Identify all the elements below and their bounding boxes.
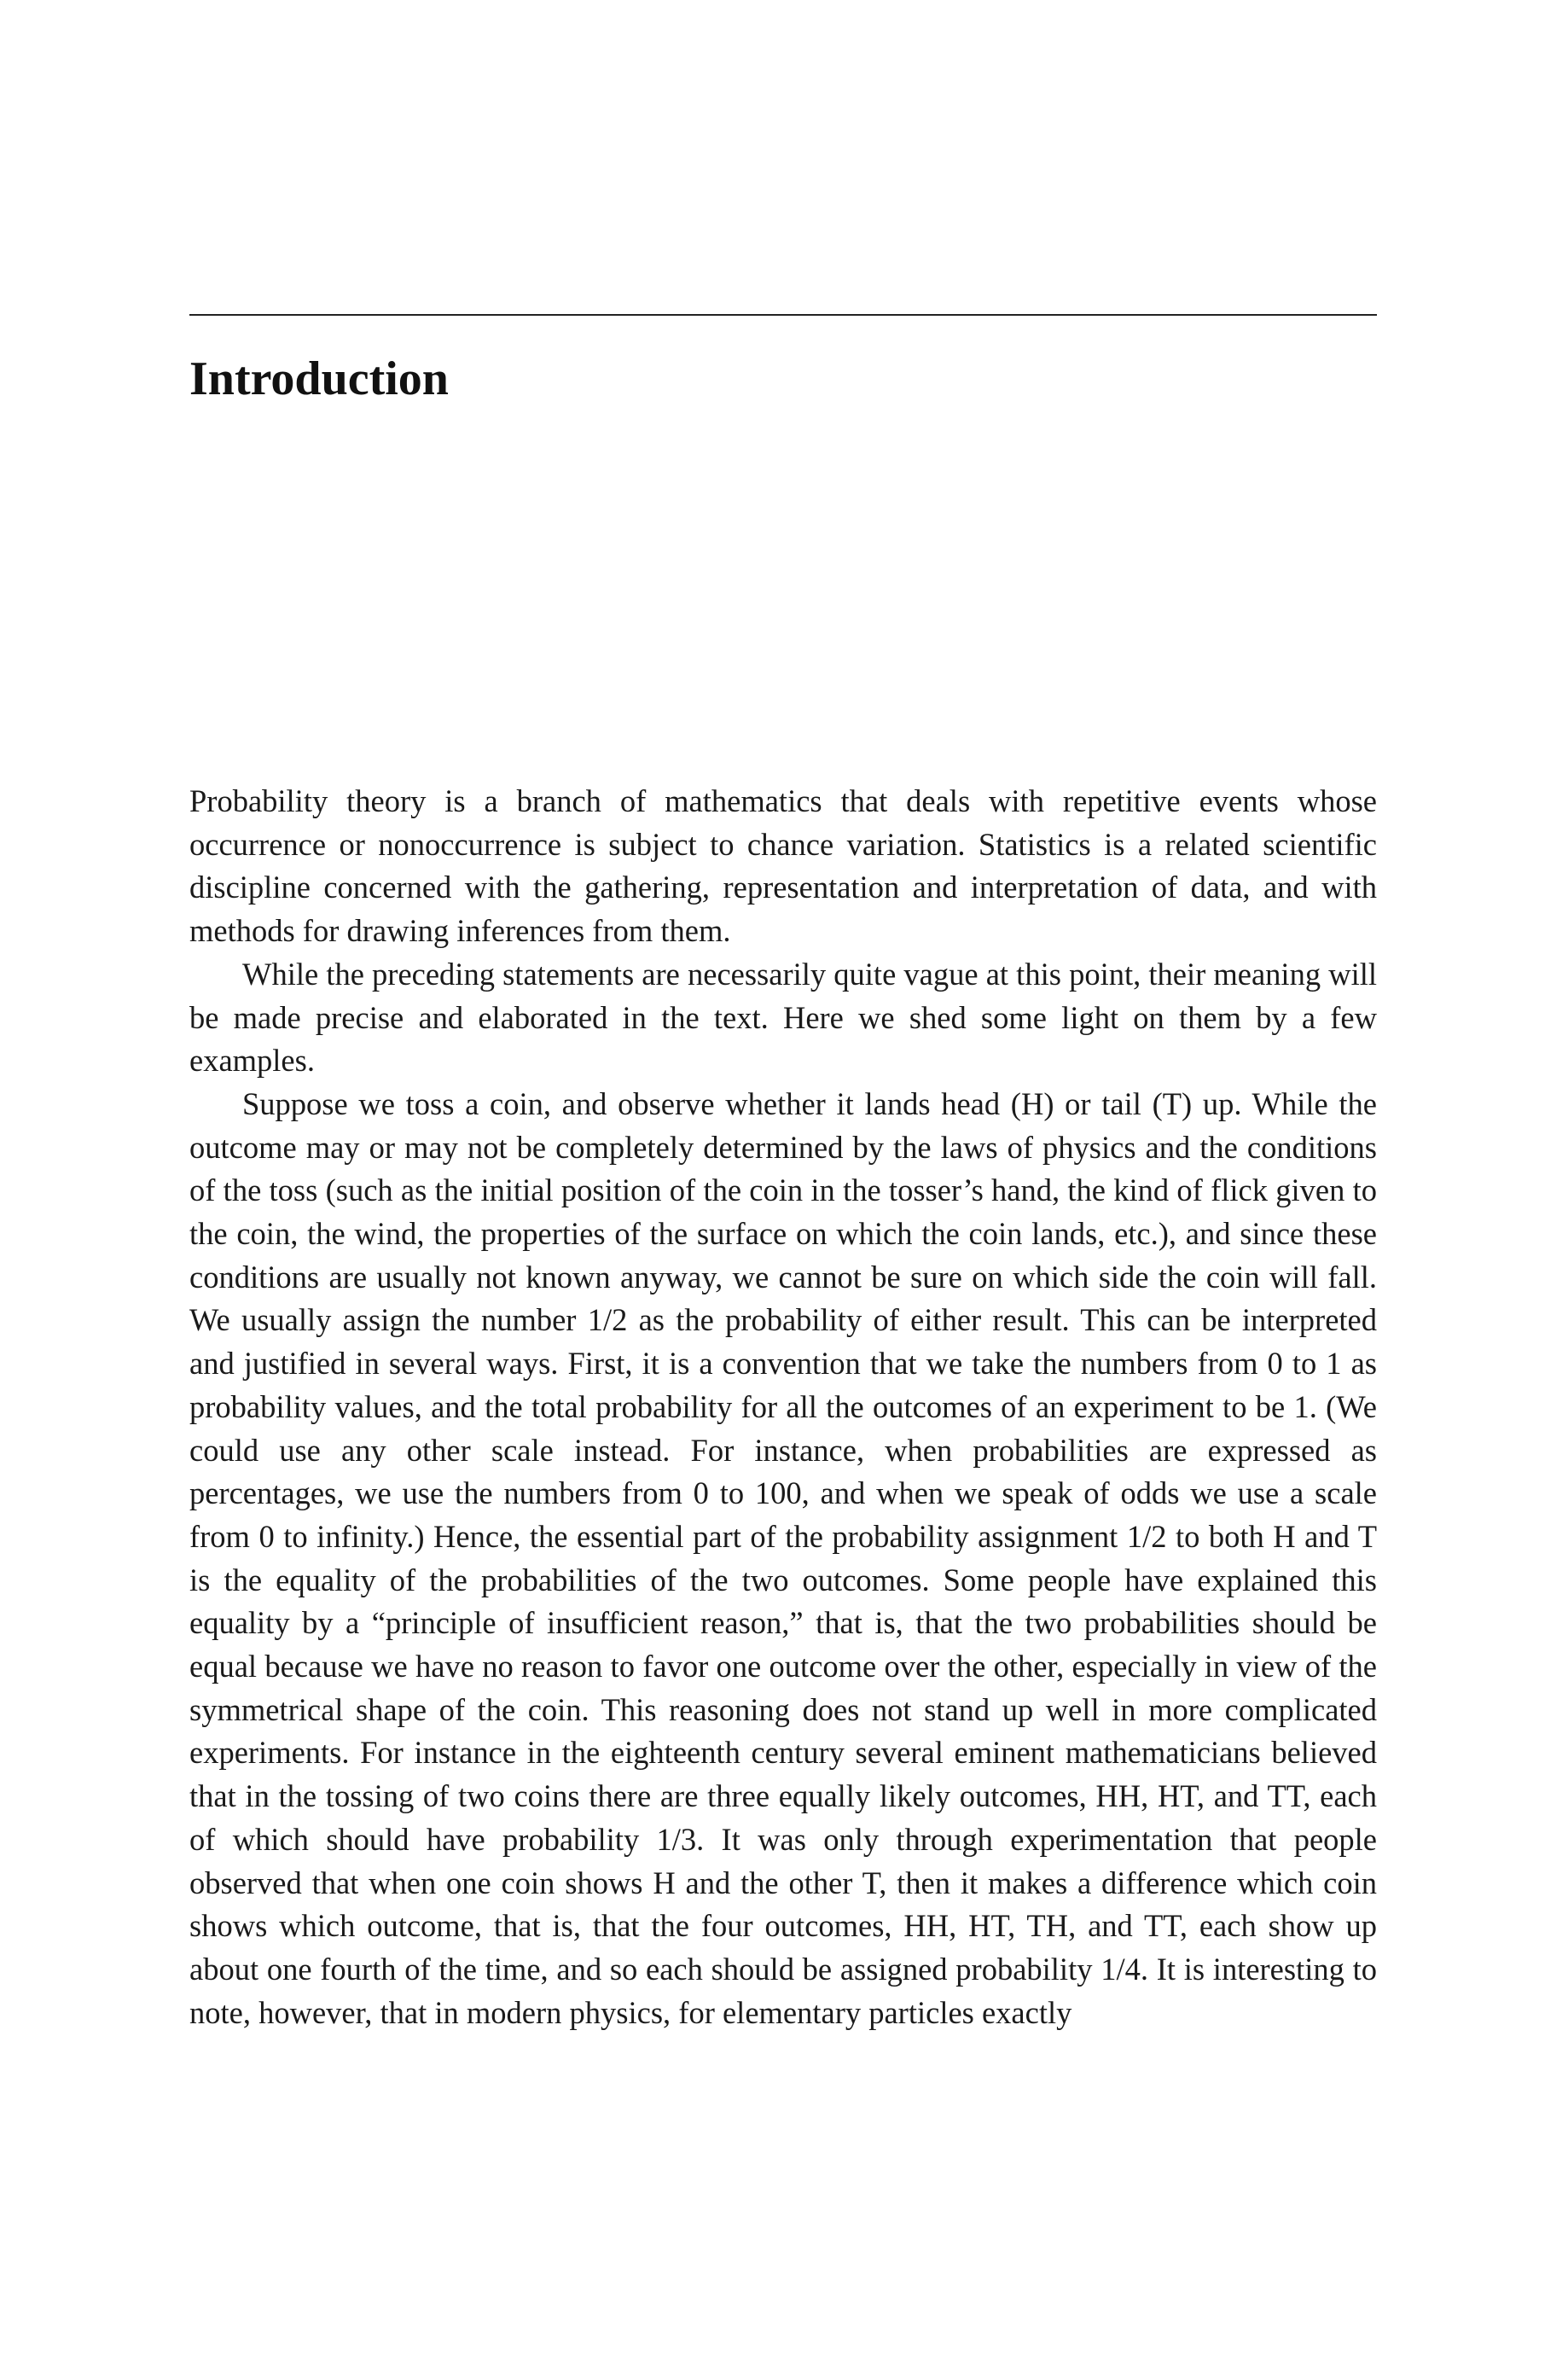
paragraph-2: While the preceding statements are necessarily quite vague at this point, their meaning will be made precise and elaborated in the text. Here we shed some light on them by a few examples.	[189, 956, 1377, 1079]
chapter-top-rule	[189, 314, 1377, 316]
body-text	[189, 780, 1377, 2034]
page	[189, 314, 1377, 2030]
paragraph-3: Suppose we toss a coin, and observe whether it lands head (H) or tail (T) up. While the outcome may or may not be completely determined by the laws of physics and the conditions of the toss (such as the initial position of the coin in the tosser’s hand, the kind of flick given to the coin, the wind, the properties of the surface on which the coin lands, etc.), and since these conditions are usually not known anyway, we cannot be sure on which side the coin will fall. We usually assign the number 1/2 as the probability of either result. This can be interpreted and justified in several ways. First, it is a convention that we take the numbers from 0 to 1 as probability values, and the total probability for all the outcomes of an experiment to be 1. (We could use any other scale instead. For instance, when probabilities are expressed as percentages, we use the numbers from 0 to 100, and when we speak of odds we use a scale from 0 to infinity.) Hence, the essential part of the probability assignment 1/2 to both H and T is the equality of the probabilities of the two outcomes. Some people have explained this equality by a “principle of insufficient reason,” that is, that the two probabilities should be equal because we have no reason to favor one outcome over the other, especially in view of the symmetrical shape of the coin. This reasoning does not stand up well in more complicated experiments. For instance in the eighteenth century several eminent mathematicians believed that in the tossing of two coins there are three equally likely outcomes, HH, HT, and TT, each of which should have probability 1/3. It was only through experimentation that people observed that when one coin shows H and the other T, then it makes a difference which coin shows which outcome, that is, that the four outcomes, HH, HT, TH, and TT, each show up about one fourth of the time, and so each should be assigned probability 1/4. It is interesting to note, however, that in modern physics, for elementary particles exactly	[189, 1085, 1377, 2030]
paragraph-1: Probability theory is a branch of mathematics that deals with repetitive events whose occurrence or nonoccurrence is subject to chance variation. Statistics is a related scientific discipline concerned with the gathering, representation and interpretation of data, and with methods for drawing inferences from them.	[189, 783, 1377, 949]
chapter-title: Introduction	[189, 352, 449, 405]
